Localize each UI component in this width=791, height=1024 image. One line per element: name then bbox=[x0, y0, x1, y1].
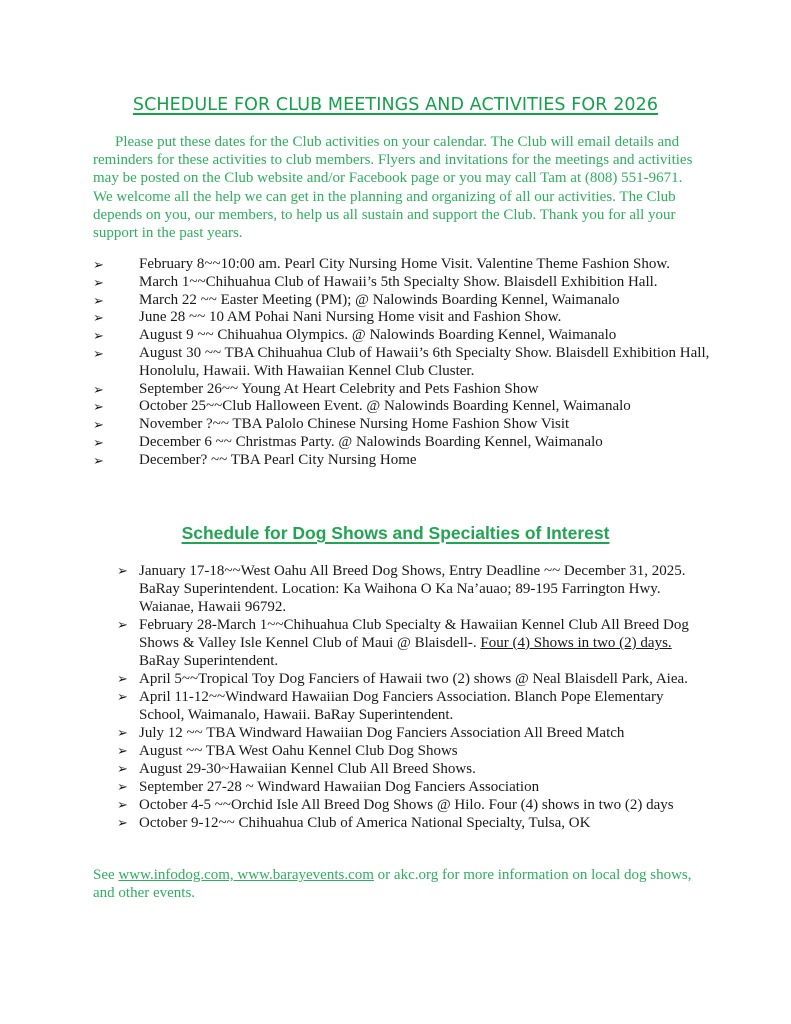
list-item bbox=[93, 309, 713, 327]
list-item bbox=[117, 796, 707, 814]
list-item-text: October 25~~Club Halloween Event. @ Nalowinds Boarding Kennel, Waimanalo bbox=[139, 398, 631, 415]
list-item-text: December 6 ~~ Christmas Party. @ Nalowinds Boarding Kennel, Waimanalo bbox=[139, 433, 603, 450]
footer-suffix: or akc.org for more information on local dog shows, and other events. bbox=[93, 867, 692, 902]
list-item bbox=[117, 760, 707, 778]
arrow-bullet-icon: ➢ bbox=[117, 761, 128, 776]
arrow-bullet-icon: ➢ bbox=[93, 274, 104, 290]
list-item-text: October 9-12~~ Chihuahua Club of America National Specialty, Tulsa, OK bbox=[139, 815, 591, 831]
arrow-bullet-icon: ➢ bbox=[117, 617, 128, 632]
list-item-text: July 12 ~~ TBA Windward Hawaiian Dog Fanciers Association All Breed Match bbox=[139, 725, 625, 741]
arrow-bullet-icon: ➢ bbox=[93, 310, 104, 326]
list-item-text: September 27-28 ~ Windward Hawaiian Dog Fanciers Association bbox=[139, 779, 540, 795]
list-item bbox=[93, 327, 713, 345]
intro-paragraph: Please put these dates for the Club activities on your calendar. The Club will email details and reminders for these activities to club members. Flyers and invitations for the meetings and activities may be posted on the Club website and/or Facebook page or you may call Tam at (808) 551-9671. We welcome all the help we can get in the planning and organizing of all our activities. The Club depends on you, our members, to help us all sustain and support the Club. Thank you for all your support in the past years. bbox=[93, 134, 693, 242]
list-item-text: March 22 ~~ Easter Meeting (PM); @ Nalowinds Boarding Kennel, Waimanalo bbox=[139, 291, 620, 308]
arrow-bullet-icon: ➢ bbox=[93, 345, 104, 361]
footer-prefix: See bbox=[93, 867, 119, 883]
website-links[interactable]: www.infodog.com, www.barayevents.com bbox=[118, 867, 374, 883]
arrow-bullet-icon: ➢ bbox=[117, 725, 128, 740]
list-item bbox=[93, 381, 713, 399]
list-item-text: August 29-30~Hawaiian Kennel Club All Breed Shows. bbox=[139, 761, 476, 777]
list-item bbox=[93, 256, 713, 274]
list-item-text: April 11-12~~Windward Hawaiian Dog Fanciers Association. Blanch Pope Elementary School, Waimanalo, Hawaii. BaRay Superintendent. bbox=[139, 689, 664, 723]
list-item bbox=[93, 292, 713, 310]
list-item-text: August 9 ~~ Chihuahua Olympics. @ Nalowinds Boarding Kennel, Waimanalo bbox=[139, 327, 617, 344]
list-item bbox=[93, 452, 713, 470]
arrow-bullet-icon: ➢ bbox=[93, 417, 104, 433]
arrow-bullet-icon: ➢ bbox=[117, 797, 128, 812]
list-item bbox=[93, 274, 713, 292]
list-item-text: April 5~~Tropical Toy Dog Fanciers of Hawaii two (2) shows @ Neal Blaisdell Park, Aiea. bbox=[139, 671, 688, 687]
arrow-bullet-icon: ➢ bbox=[117, 743, 128, 758]
list-item bbox=[117, 724, 707, 742]
list-item bbox=[117, 778, 707, 796]
arrow-bullet-icon: ➢ bbox=[93, 452, 104, 468]
arrow-bullet-icon: ➢ bbox=[93, 292, 104, 308]
arrow-bullet-icon: ➢ bbox=[117, 563, 128, 578]
list-item bbox=[93, 345, 713, 381]
arrow-bullet-icon: ➢ bbox=[117, 671, 128, 686]
list-item-text: September 26~~ Young At Heart Celebrity and Pets Fashion Show bbox=[139, 380, 539, 397]
list-item-text: August ~~ TBA West Oahu Kennel Club Dog Shows bbox=[139, 743, 458, 759]
arrow-bullet-icon: ➢ bbox=[117, 779, 128, 794]
list-item bbox=[93, 416, 713, 434]
list-item bbox=[117, 616, 707, 670]
list-item-text: November ?~~ TBA Palolo Chinese Nursing Home Fashion Show Visit bbox=[139, 416, 570, 433]
footer-note bbox=[93, 866, 693, 902]
list-item-text-after: BaRay Superintendent. bbox=[139, 653, 279, 669]
list-item-text: August 30 ~~ TBA Chihuahua Club of Hawaii’s 6th Specialty Show. Blaisdell Exhibition Hall, Honolulu, Hawaii. With Hawaiian Kennel Club Cluster. bbox=[139, 344, 710, 379]
list-item bbox=[93, 434, 713, 452]
list-item-text: December? ~~ TBA Pearl City Nursing Home bbox=[139, 451, 417, 468]
list-item bbox=[117, 688, 707, 724]
arrow-bullet-icon: ➢ bbox=[93, 399, 104, 415]
club-activities-list bbox=[93, 256, 713, 470]
list-item bbox=[117, 814, 707, 832]
section-title-dog-shows: Schedule for Dog Shows and Specialties of Interest bbox=[181, 523, 610, 543]
underlined-note: Four (4) Shows in two (2) days. bbox=[480, 635, 672, 651]
list-item-text: February 8~~10:00 am. Pearl City Nursing Home Visit. Valentine Theme Fashion Show. bbox=[139, 256, 670, 272]
list-item bbox=[93, 398, 713, 416]
arrow-bullet-icon: ➢ bbox=[117, 815, 128, 830]
dog-shows-list bbox=[117, 562, 707, 832]
list-item-text: February 28-March 1~~Chihuahua Club Specialty & Hawaiian Kennel Club All Breed Dog Shows & Valley Isle Kennel Club of Maui @ Blaisdell-. bbox=[139, 617, 689, 651]
list-item-text: March 1~~Chihuahua Club of Hawaii’s 5th Specialty Show. Blaisdell Exhibition Hall. bbox=[139, 273, 658, 290]
list-item-text: January 17-18~~West Oahu All Breed Dog Shows, Entry Deadline ~~ December 31, 2025. BaRay Superintendent. Location: Ka Waihona O Ka Na’auao; 89-195 Farrington Hwy. Waianae, Hawaii 96792. bbox=[139, 563, 686, 615]
list-item-text: June 28 ~~ 10 AM Pohai Nani Nursing Home visit and Fashion Show. bbox=[139, 309, 562, 326]
list-item-text: October 4-5 ~~Orchid Isle All Breed Dog Shows @ Hilo. Four (4) shows in two (2) days bbox=[139, 797, 674, 813]
list-item bbox=[117, 562, 707, 616]
arrow-bullet-icon: ➢ bbox=[93, 328, 104, 344]
arrow-bullet-icon: ➢ bbox=[93, 381, 104, 397]
arrow-bullet-icon: ➢ bbox=[117, 689, 128, 704]
list-item bbox=[117, 742, 707, 760]
list-item bbox=[117, 670, 707, 688]
page-title: SCHEDULE FOR CLUB MEETINGS AND ACTIVITIES FOR 2026 bbox=[132, 95, 659, 115]
arrow-bullet-icon: ➢ bbox=[93, 434, 104, 450]
arrow-bullet-icon: ➢ bbox=[93, 257, 104, 272]
